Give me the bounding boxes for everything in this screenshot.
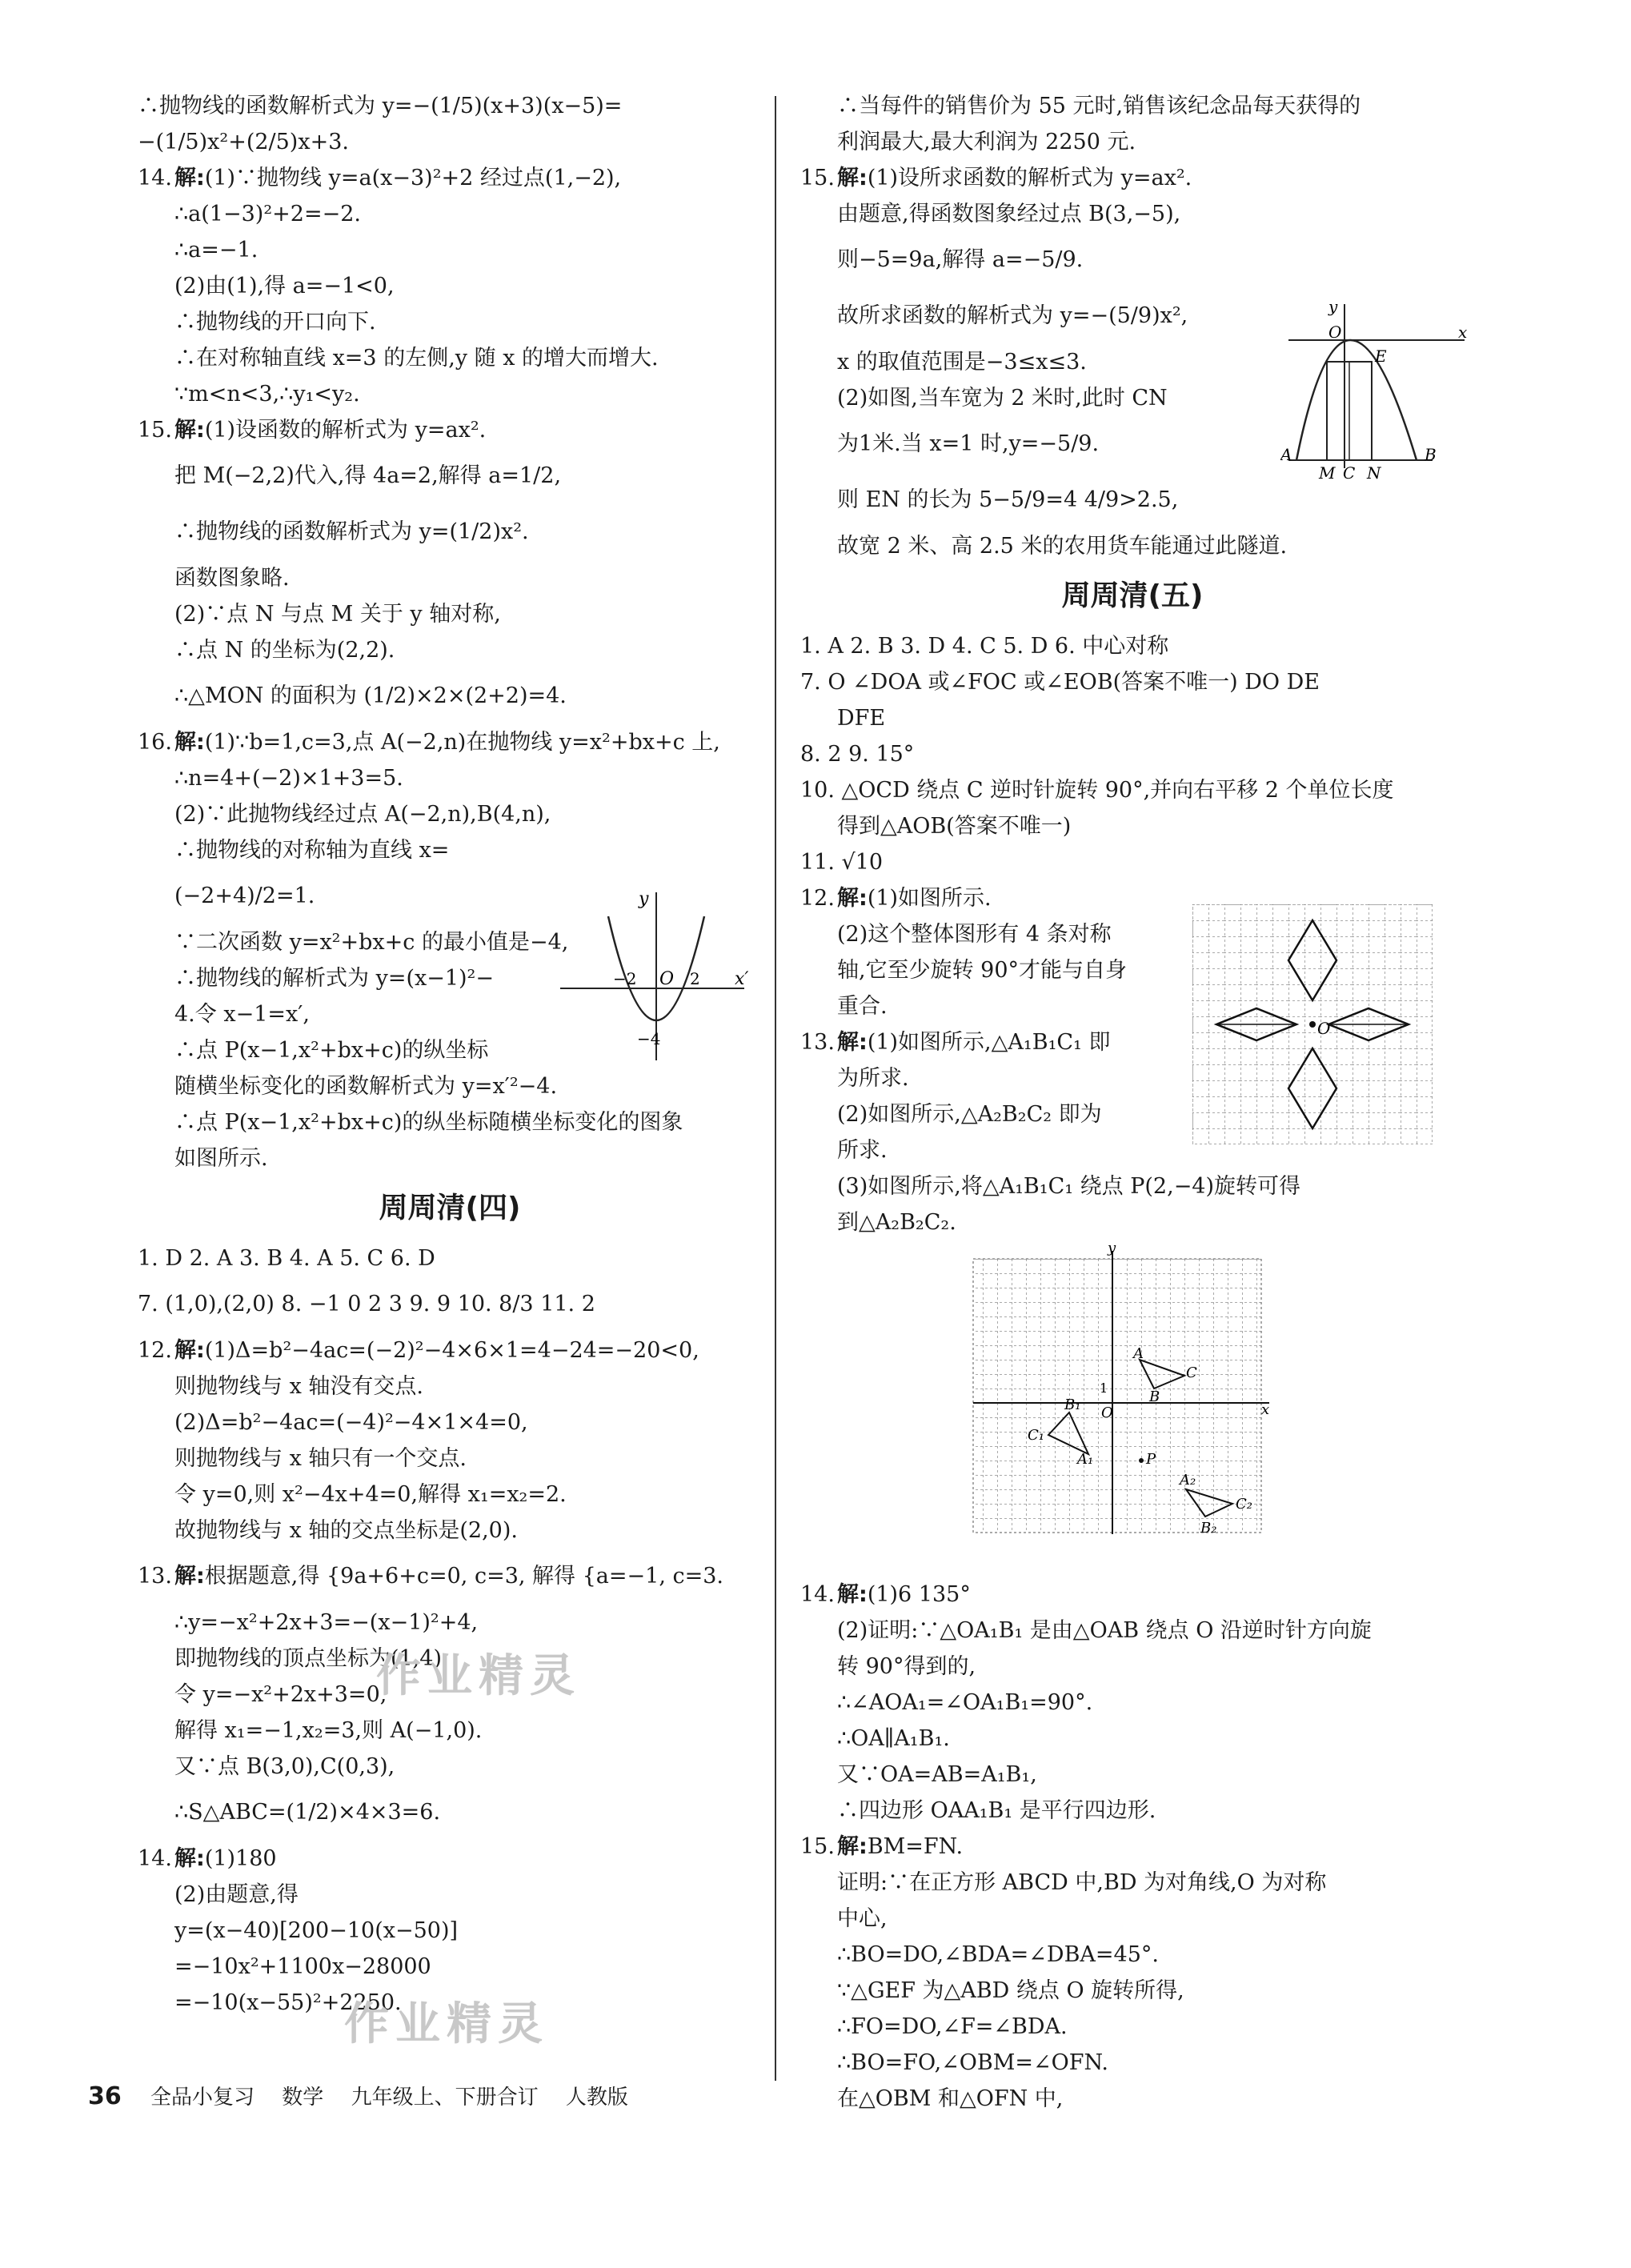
text-line: 由题意,得函数图象经过点 B(3,−5),: [837, 202, 1181, 226]
text-line: ∴抛物线的解析式为 y=(x−1)²−: [174, 966, 495, 991]
text-line: ∴抛物线的对称轴为直线 x=: [174, 838, 450, 863]
problem-number: 16.: [138, 730, 172, 755]
text-line: 利润最大,最大利润为 2250 元.: [837, 130, 1136, 154]
solve-label: 解:: [837, 1834, 868, 1859]
problem-number: 13.: [138, 1564, 172, 1589]
solve-label: 解:: [837, 886, 868, 911]
origin-label: O: [1328, 323, 1342, 342]
parabola-figure: [552, 884, 752, 1068]
tick-label: 2: [690, 969, 700, 988]
text-line: (2)∵此抛物线经过点 A(−2,n),B(4,n),: [174, 802, 551, 827]
text-line: ∴BO=DO,∠BDA=∠DBA=45°.: [837, 1942, 1159, 1967]
text-line: 解得 x₁=−1,x₂=3,则 A(−1,0).: [174, 1718, 483, 1743]
text-line: 即抛物线的顶点坐标为(1,4).: [174, 1646, 449, 1671]
text-line: 函数图象略.: [174, 566, 290, 591]
text-line: 所求.: [837, 1138, 888, 1163]
watermark: 作业精灵: [376, 1650, 581, 1702]
section-heading: 周周清(四): [379, 1192, 521, 1224]
problem-12: [138, 1332, 762, 1368]
text-line: 则抛物线与 x 轴没有交点.: [174, 1374, 423, 1399]
problem-15r2: [800, 1829, 1465, 1865]
problem-number: 15.: [800, 166, 835, 190]
axis-label-x: x: [1458, 323, 1468, 342]
text-line: (1)∵抛物线 y=a(x−3)²+2 经过点(1,−2),: [204, 166, 622, 190]
text-line: 又∵OA=AB=A₁B₁,: [837, 1762, 1037, 1787]
point-label-B: B: [1149, 1388, 1160, 1405]
text-line: ∴∠AOA₁=∠OA₁B₁=90°.: [837, 1690, 1093, 1715]
text-line: ∴点 N 的坐标为(2,2).: [174, 638, 395, 663]
point-label-A: A: [1280, 445, 1292, 464]
text-line: (1)设所求函数的解析式为 y=ax².: [867, 166, 1192, 190]
axis-label-x: x: [1261, 1401, 1270, 1418]
text-line: (2)Δ=b²−4ac=(−4)²−4×1×4=0,: [174, 1410, 528, 1435]
text-line: ∴点 P(x−1,x²+bx+c)的纵坐标: [174, 1038, 489, 1063]
tick-label: −4: [637, 1029, 661, 1048]
problem-number: 15.: [138, 418, 172, 443]
text-line: 得到△AOB(答案不唯一): [837, 814, 1072, 839]
text-line: (1)如图所示,△A₁B₁C₁ 即: [867, 1030, 1111, 1055]
text-line: ∵m<n<3,∴y₁<y₂.: [174, 382, 360, 407]
text-line: −(1/5)x²+(2/5)x+3.: [138, 130, 349, 154]
text-line: (2)∵点 N 与点 M 关于 y 轴对称,: [174, 602, 501, 627]
text-line: =−10x²+1100x−28000: [174, 1954, 431, 1979]
text-line: 为1米.当 x=1 时,y=−5/9.: [837, 431, 1100, 456]
point-label-B2: B₂: [1200, 1520, 1217, 1537]
text-line: 7. O ∠DOA 或∠FOC 或∠EOB(答案不唯一) DO DE: [800, 670, 1320, 695]
text-line: (2)由(1),得 a=−1<0,: [174, 274, 395, 299]
solve-label: 解:: [174, 730, 205, 755]
point-label-B: B: [1425, 445, 1437, 464]
column-divider: [775, 96, 776, 2081]
text-line: 又∵点 B(3,0),C(0,3),: [174, 1754, 395, 1779]
text-line: (2)如图所示,△A₂B₂C₂ 即为: [837, 1102, 1102, 1127]
text-line: (2)证明:∵△OA₁B₁ 是由△OAB 绕点 O 沿逆时针方向旋: [837, 1618, 1372, 1643]
edition: 人教版: [565, 2086, 628, 2110]
text-line: 根据题意,得 {9a+6+c=0, c=3, 解得 {a=−1, c=3.: [204, 1564, 723, 1589]
problem-number: 13.: [800, 1030, 835, 1055]
problem-number: 12.: [138, 1338, 172, 1363]
tick-label: 1: [1100, 1380, 1108, 1396]
tunnel-figure: [1280, 296, 1473, 480]
text-line: ∴四边形 OAA₁B₁ 是平行四边形.: [837, 1798, 1156, 1823]
point-label-A1: A₁: [1077, 1451, 1094, 1468]
problem-number: 14.: [800, 1582, 835, 1607]
problem-number: 12.: [800, 886, 835, 911]
text-line: 在△OBM 和△OFN 中,: [837, 2086, 1064, 2111]
text-line: (2)如图,当车宽为 2 米时,此时 CN: [837, 386, 1168, 411]
text-line: 10. △OCD 绕点 C 逆时针旋转 90°,并向右平移 2 个单位长度: [800, 778, 1394, 803]
text-line: 故所求函数的解析式为 y=−(5/9)x²,: [837, 303, 1188, 328]
text-line: ∵二次函数 y=x²+bx+c 的最小值是−4,: [174, 930, 569, 955]
axis-label-x: x′: [735, 969, 749, 989]
text-line: 则抛物线与 x 轴只有一个交点.: [174, 1446, 467, 1471]
text-line: ∴抛物线的函数解析式为 y=(1/2)x².: [174, 519, 529, 544]
problem-14: [138, 160, 762, 196]
text-line: 令 y=−x²+2x+3=0,: [174, 1682, 387, 1707]
text-line: ∴在对称轴直线 x=3 的左侧,y 随 x 的增大而增大.: [174, 346, 659, 371]
point-label-A2: A₂: [1180, 1472, 1196, 1489]
text-line: ∴抛物线的函数解析式为 y=−(1/5)(x+3)(x−5)=: [138, 94, 623, 118]
solve-label: 解:: [174, 418, 205, 443]
text-line: 随横坐标变化的函数解析式为 y=x′²−4.: [174, 1074, 558, 1099]
text-line: 令 y=0,则 x²−4x+4=0,解得 x₁=x₂=2.: [174, 1482, 567, 1507]
text-line: 7. (1,0),(2,0) 8. −1 0 2 3 9. 9 10. 8/3 11. 2: [138, 1292, 595, 1316]
text-line: 11. √10: [800, 850, 884, 875]
point-label-C2: C₂: [1236, 1496, 1252, 1513]
text-line: (1)180: [204, 1846, 277, 1871]
text-line: 则−5=9a,解得 a=−5/9.: [837, 247, 1084, 272]
problem-16: [138, 724, 762, 760]
text-line: (3)如图所示,将△A₁B₁C₁ 绕点 P(2,−4)旋转可得: [837, 1174, 1301, 1199]
symmetry-grid-figure: [1192, 904, 1433, 1144]
text-line: (2)由题意,得: [174, 1882, 299, 1907]
point-label-N: N: [1367, 463, 1381, 480]
point-label-E: E: [1375, 347, 1387, 366]
text-line: ∴S△ABC=(1/2)×4×3=6.: [174, 1800, 441, 1825]
solve-label: 解:: [837, 166, 868, 190]
solve-label: 解:: [174, 166, 205, 190]
problem-number: 14.: [138, 166, 172, 190]
text-line: 转 90°得到的,: [837, 1654, 976, 1679]
text-line: ∴抛物线的开口向下.: [174, 310, 376, 335]
watermark: 作业精灵: [344, 1998, 549, 2050]
point-label-P: P: [1146, 1451, 1156, 1468]
book-title: 全品小复习: [150, 2086, 255, 2110]
problem-15r: [800, 160, 1465, 196]
text-line: 8. 2 9. 15°: [800, 742, 915, 767]
text-line: ∵△GEF 为△ABD 绕点 O 旋转所得,: [837, 1978, 1184, 2003]
solve-label: 解:: [174, 1846, 205, 1871]
text-line: (1)6 135°: [867, 1582, 971, 1607]
section-heading: 周周清(五): [1061, 579, 1204, 612]
problem-14b: [138, 1841, 762, 1877]
text-line: 则 EN 的长为 5−5/9=4 4/9>2.5,: [837, 487, 1179, 512]
text-line: ∴FO=DO,∠F=∠BDA.: [837, 2014, 1068, 2039]
text-line: ∴BO=FO,∠OBM=∠OFN.: [837, 2050, 1108, 2075]
tick-label: −2: [613, 969, 637, 988]
axis-label-y: y: [639, 889, 649, 909]
problem-number: 14.: [138, 1846, 172, 1871]
text-line: 轴,它至少旋转 90°才能与自身: [837, 958, 1128, 983]
point-label-A: A: [1133, 1345, 1144, 1362]
solve-label: 解:: [837, 1582, 868, 1607]
text-line: y=(x−40)[200−10(x−50)]: [174, 1918, 459, 1943]
center-label: O: [1317, 1019, 1331, 1038]
text-line: 1. A 2. B 3. D 4. C 5. D 6. 中心对称: [800, 634, 1169, 659]
text-line: 4.令 x−1=x′,: [174, 1002, 310, 1027]
text-line: ∴△MON 的面积为 (1/2)×2×(2+2)=4.: [174, 683, 567, 708]
subject: 数学: [282, 2086, 324, 2110]
text-line: DFE: [837, 706, 886, 731]
text-line: 为所求.: [837, 1066, 909, 1091]
problem-14r: [800, 1577, 1465, 1613]
text-line: (1)如图所示.: [867, 886, 992, 911]
point-label-C: C: [1186, 1364, 1197, 1381]
text-line: 故抛物线与 x 轴的交点坐标是(2,0).: [174, 1518, 518, 1543]
point-label-M: M: [1319, 463, 1336, 480]
axis-label-y: y: [1108, 1244, 1116, 1256]
text-line: 中心,: [837, 1906, 888, 1931]
text-line: (2)这个整体图形有 4 条对称: [837, 922, 1112, 947]
page-footer: [88, 2081, 649, 2113]
solve-label: 解:: [174, 1338, 205, 1363]
text-line: ∴a=−1.: [174, 238, 258, 262]
text-line: 重合.: [837, 994, 888, 1019]
text-line: ∴当每件的销售价为 55 元时,销售该纪念品每天获得的: [837, 94, 1361, 118]
rotation-grid-figure: [968, 1244, 1272, 1549]
page-number: 36: [88, 2082, 122, 2110]
problem-15: [138, 412, 762, 448]
text-line: ∴a(1−3)²+2=−2.: [174, 202, 361, 226]
text-line: ∴OA∥A₁B₁.: [837, 1726, 950, 1751]
problem-number: 15.: [800, 1834, 835, 1859]
point-label-C1: C₁: [1028, 1427, 1044, 1444]
text-line: (−2+4)/2=1.: [174, 884, 315, 908]
text-line: x 的取值范围是−3≤x≤3.: [837, 350, 1087, 375]
problem-13: [138, 1549, 762, 1605]
text-line: (1)设函数的解析式为 y=ax².: [204, 418, 487, 443]
text-line: 故宽 2 米、高 2.5 米的农用货车能通过此隧道.: [837, 534, 1288, 559]
point-label-C: C: [1343, 463, 1356, 480]
text-line: BM=FN.: [867, 1834, 964, 1859]
point-label-B1: B₁: [1064, 1396, 1081, 1413]
text-line: =−10(x−55)²+2250.: [174, 1990, 402, 2015]
origin-label: O: [659, 969, 675, 989]
text-line: ∴n=4+(−2)×1+3=5.: [174, 766, 403, 791]
text-line: (1)Δ=b²−4ac=(−2)²−4×6×1=4−24=−20<0,: [204, 1338, 699, 1363]
solve-label: 解:: [837, 1030, 868, 1055]
text-line: (1)∵b=1,c=3,点 A(−2,n)在抛物线 y=x²+bx+c 上,: [204, 730, 720, 755]
axis-label-y: y: [1328, 297, 1338, 316]
text-line: 1. D 2. A 3. B 4. A 5. C 6. D: [138, 1246, 435, 1271]
text-line: ∴点 P(x−1,x²+bx+c)的纵坐标随横坐标变化的图象: [174, 1110, 683, 1135]
text-line: 把 M(−2,2)代入,得 4a=2,解得 a=1/2,: [174, 463, 562, 488]
solve-label: 解:: [174, 1564, 205, 1589]
text-line: 证明:∵在正方形 ABCD 中,BD 为对角线,O 为对称: [837, 1870, 1327, 1895]
text-line: 如图所示.: [174, 1146, 268, 1171]
text-line: 到△A₂B₂C₂.: [837, 1210, 956, 1235]
origin-label: O: [1101, 1404, 1113, 1421]
grade: 九年级上、下册合订: [351, 2086, 539, 2110]
text-line: ∴y=−x²+2x+3=−(x−1)²+4,: [174, 1610, 479, 1635]
